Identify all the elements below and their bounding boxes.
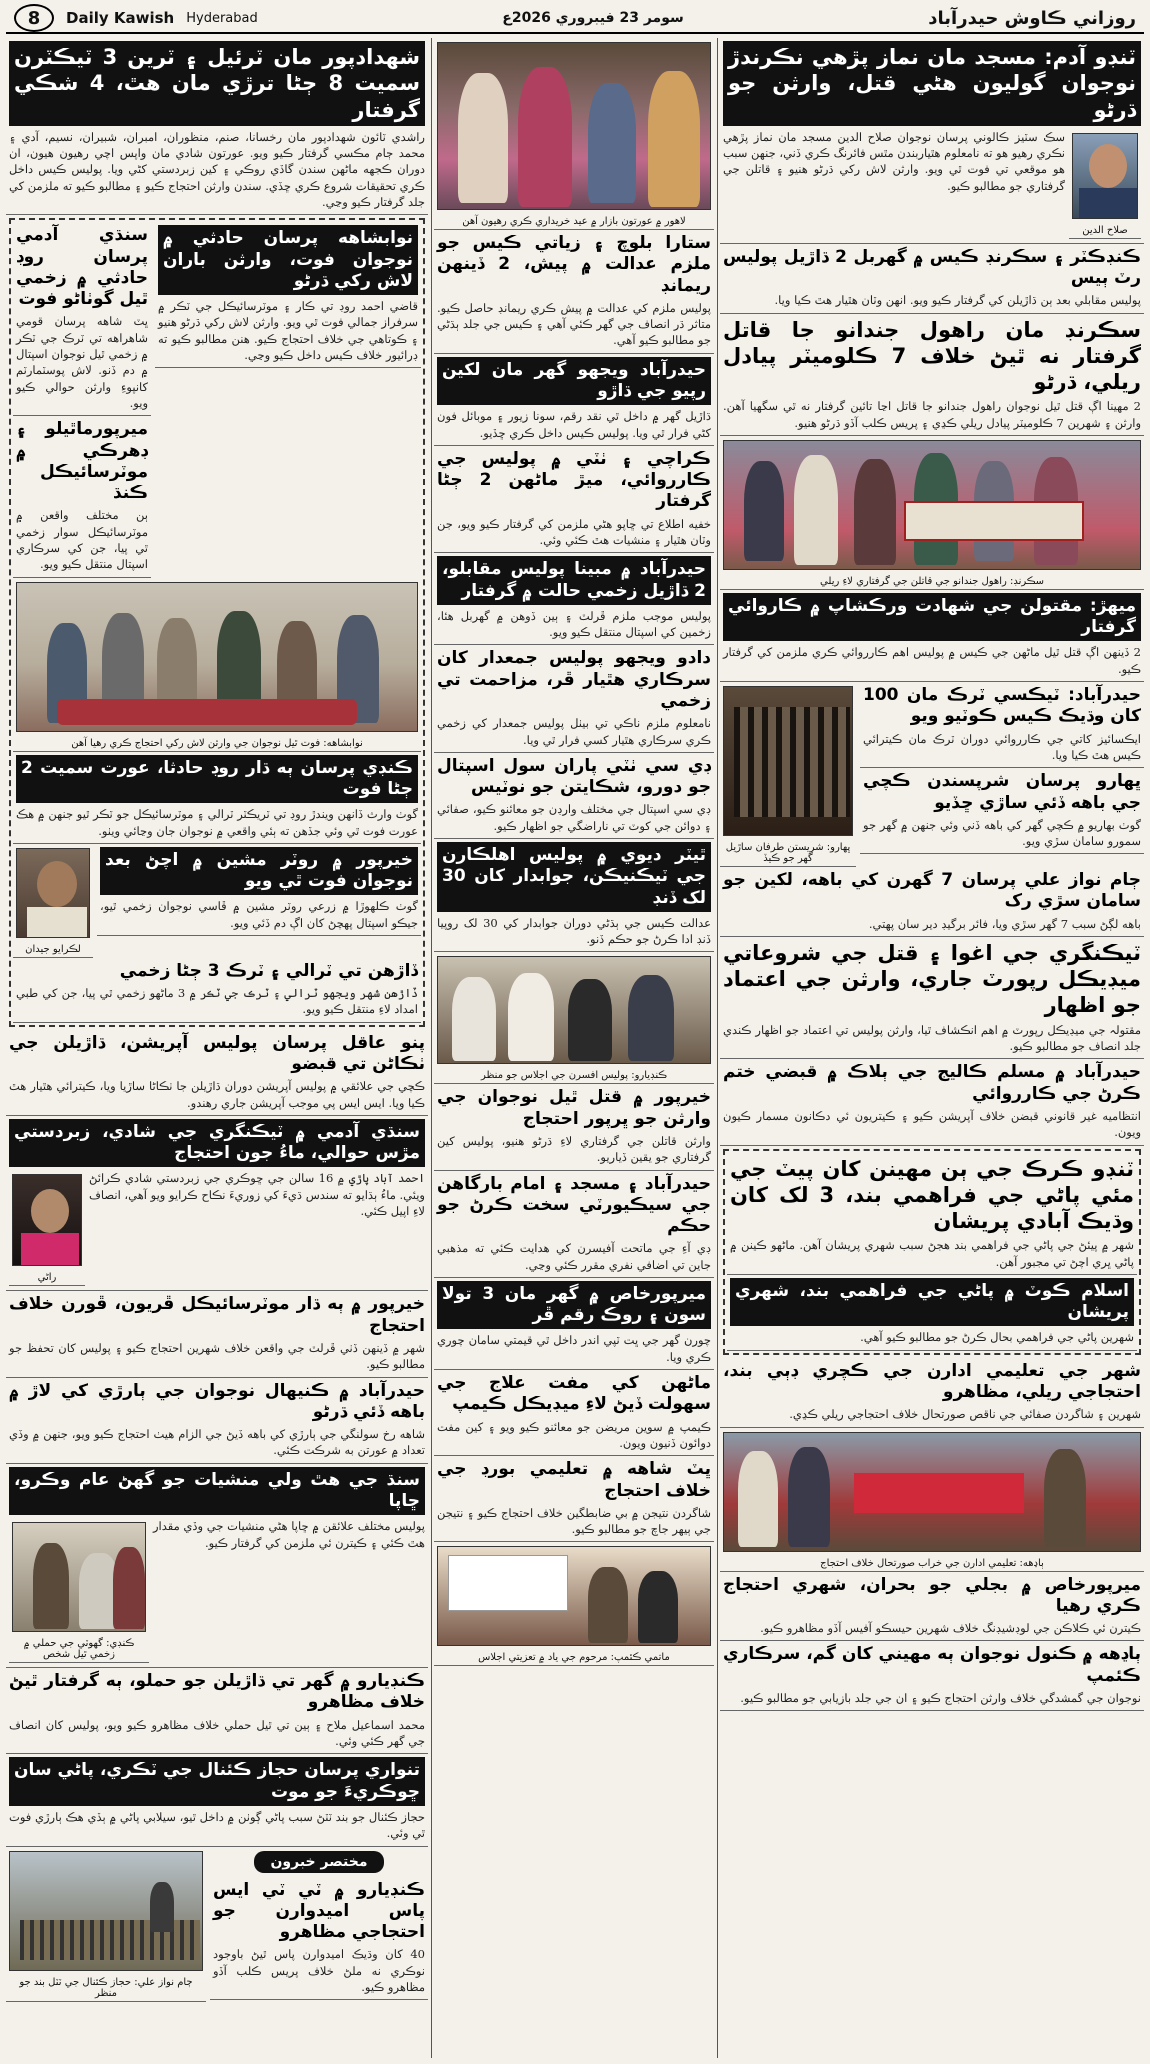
news-story: [6, 38, 428, 215]
story-body: ڪچي جي علائقي ۾ پوليس آپريشن دوران ڌاڙيلن جا ٺڪاڻا ساڙيا ويا، ڪيترائي هٿيار هٿ ڪيا ويا. ايس ايس پي موجب آپريشن جاري رهندو.: [9, 1079, 425, 1110]
headline: ٻاڍهه ۾ ڪنول نوجوان ٻه مهيني کان گم، سرڪاري ڪئمپ: [723, 1644, 1141, 1686]
photo-caption: ڄام نواز علي: حجاز ڪئنال جي ٽٽل بند جو منظر: [6, 1975, 206, 2002]
story-body: حجاز ڪئنال جو بند ٽٽڻ سبب پاڻي ڳوٺن ۾ داخل ٿيو، سيلابي پاڻي ۾ ٻڏي هڪ ٻارڙي فوت ٿي وئي.: [9, 1809, 425, 1841]
headline: ميرپورخاص ۾ گهر مان 3 تولا سون ۽ روڪ رقم ڦر: [437, 1281, 711, 1330]
headline: حيدرآباد ۾ ڪنيهال نوجوان جي ٻارڙي کي لاڙ ۾ باهه ڏئي ڌرڻو: [9, 1380, 425, 1422]
news-story: [13, 752, 421, 844]
news-story: [434, 1370, 714, 1456]
story-body: راشدي ٽائون شهدادپور مان رخسانا، صنم، منظوران، امبران، شبيران، نسيم، آدي ۽ محمد ڄام مڪسي گرفتار ڪيو ويو. عورتون شادي مان واپس اچي رهيون هيون، ان دوران ڪجهه ماڻهن سندن گاڏي روڪي ۽ کين زبردستي کڻي ويا. پوليس ڪيس داخل ڪري تحقيقات شروع ڪري ڇڏي. سندن وارثن احتجاج ڪيو ۽ مطالبو ڪيو ته ملزمن کي جلد گرفتار ڪيو وڃي.: [9, 129, 425, 210]
memorial-photo: [437, 1546, 711, 1646]
story-body: چورن گهر جي ڀت ٽپي اندر داخل ٿي قيمتي سامان چوري ڪري ويا.: [437, 1333, 711, 1364]
column-divider: [717, 38, 718, 2058]
news-story: [13, 222, 151, 416]
headline: شهر جي تعليمي ادارن جي ڪچري ڊٻي بند، احتجاجي ريلي، مظاهرو: [723, 1360, 1141, 1403]
story-body: پوليس مختلف علائقن ۾ ڇاپا هڻي منشيات جي وڏي مقدار هٿ ڪئي ۽ ڪيترن ئي ملزمن کي گرفتار ڪيو.: [153, 1519, 425, 1550]
story-body: سڪ سٽيز ڪالوني پرسان نوجوان صلاح الدين مسجد مان نماز پڙهي نڪري رهيو هو ته نامعلوم هٿياربندن مٿس فائرنگ ڪري ڏني، جنهن سبب هو موقعي تي فوت ٿي ويو. وارثن لاش رکي ڌرڻو هنيو ۽ قاتلن جي گرفتاري جو مطالبو ڪيو.: [723, 129, 1065, 193]
headline: تنواري پرسان حجاز ڪئنال جي ٽڪري، پاڻي سان ڇوڪريءَ جو موت: [9, 1757, 425, 1806]
story-body: احمد آباد پاڙي ۾ 16 سالن جي ڇوڪري جي زبردستي شادي ڪرائڻ ويئي. ماءُ ٻڌايو ته سندس ڌيءَ کي زوريءَ نڪاح ڪرايو ويو آهي، انصاف لاءِ اپيل ڪئي.: [88, 1171, 425, 1219]
headline: ڄام نواز علي پرسان 7 گهرن کي باهه، لکين جو سامان سڙي رک: [723, 870, 1141, 912]
headline: ٽنڊو ڪرڪ جي ٻن مهينن کان پيٽ جي مئي پاڻي جي فراهمي بند، 3 لک کان وڌيڪ آبادي پريشان: [730, 1156, 1135, 1234]
headline: ٿيٽر ديوي ۾ پوليس اهلڪارن جي ٽيڪنيڪن، جوابدار کان 30 لک ڏنڊ: [437, 842, 711, 912]
story-body: ڀٽ شاهه پرسان قومي شاهراهه تي ٽرڪ جي ٽڪر ۾ زخمي ٿيل نوجوان اسپتال ۾ دم ڏنو. لاش پوسٽمارٽم کانپوءِ وارثن حوالي ڪيو ويو.: [16, 314, 148, 411]
headline: ماڻهن کي مفت علاج جي سهولت ڏيڻ لاءِ ميڊيڪل ڪيمپ: [437, 1373, 711, 1415]
news-story: [13, 416, 151, 577]
portrait-photo: [12, 1174, 82, 1266]
portrait-photo: [16, 848, 90, 938]
headline: ٽيڪنگري جي اغوا ۽ قتل جي شروعاتي ميڊيڪل رپورٽ جاري، وارثن جي اعتماد جو اظهار: [723, 940, 1141, 1018]
market-photo: [437, 42, 711, 210]
news-story: [860, 768, 1144, 854]
headline: حيدرآباد ۾ مبينا پوليس مقابلو، 2 ڌاڙيل زخمي حالت ۾ گرفتار: [437, 556, 711, 605]
canal-photo: [9, 1851, 203, 1971]
photo-caption: ٻاڍهه: تعليمي ادارن جي خراب صورتحال خلاف احتجاج: [720, 1556, 1144, 1572]
news-story: [860, 682, 1144, 768]
story-body: پوليس موجب ملزم ڦرلٽ ۽ ٻين ڏوهن ۾ گهربل هئا، زخمين کي اسپتال منتقل ڪيو ويو.: [437, 608, 711, 640]
news-story: [720, 1059, 1144, 1145]
news-story: [13, 958, 421, 1023]
news-story: [434, 553, 714, 645]
boxed-section: [723, 1149, 1141, 1355]
newspaper-title: روزاني ڪاوش حيدرآباد: [928, 7, 1136, 29]
story-body: شهرين ۽ شاگردن صفائي جي ناقص صورتحال خلاف احتجاجي ريلي ڪڍي.: [789, 1407, 1141, 1422]
story-body: شاهه رخ سولنگي جي ٻارڙي کي باهه ڏيڻ جي الزام هيٺ احتجاج ڪيو ويو، جنهن ۾ وڏي تعداد ۾ عورتن به شرڪت ڪئي.: [9, 1427, 425, 1458]
headline: ميرپورخاص ۾ بجلي جو بحران، شهري احتجاج ڪري رهيا: [723, 1574, 1141, 1616]
portrait-photo: [1072, 133, 1138, 219]
protest-photo: [16, 582, 418, 732]
story-body: ڪيترن ئي ڪلاڪن جي لوڊشيڊنگ خلاف شهرين حيسڪو آفيس آڏو مظاهرو ڪيو.: [760, 1621, 1141, 1636]
story-body: عدالت ڪيس جي ٻڌڻي دوران جوابدار کي 30 لک روپيا ڏنڊ ادا ڪرڻ جو حڪم ڏنو.: [437, 915, 711, 947]
story-body: 40 کان وڌيڪ اميدوارن پاس ٿيڻ باوجود نوڪري نه ملڻ خلاف پريس ڪلب آڏو مظاهرو ڪيو.: [213, 1947, 425, 1994]
news-story: [6, 1116, 428, 1292]
headline: ڪنڊي پرسان ٻه ڌار روڊ حادثا، عورت سميت 2 ڄڻا فوت: [16, 755, 418, 804]
story-body: خفيه اطلاع تي ڇاپو هڻي ملزمن کي گرفتار ڪيو ويو، جن وٽان هٿيار ۽ منشيات هٿ ڪئي وئي.: [437, 516, 711, 547]
story-body: نوجوان جي گمشدگي خلاف وارثن احتجاج ڪيو ۽ ان جي جلد بازيابي جو مطالبو ڪيو.: [740, 1690, 1141, 1705]
headline: خيرپور ۾ قتل ٿيل نوجوان جي وارثن جو ڀرپور احتجاج: [437, 1087, 711, 1129]
photo-caption: ڪنڊيارو: پوليس افسرن جي اجلاس جو منظر: [434, 1068, 714, 1084]
story-body: شهرين پاڻي جي فراهمي بحال ڪرڻ جو مطالبو ڪيو آهي.: [860, 1330, 1134, 1345]
headline: ڀٽ شاهه ۾ تعليمي بورڊ جي خلاف احتجاج: [437, 1459, 711, 1501]
headline: پنو عاقل پرسان پوليس آپريشن، ڌاڙيلن جي ٺڪاڻن تي قبضو: [9, 1032, 425, 1074]
rally-photo: [723, 440, 1141, 570]
photo-caption: ڪنڊي: گهوٽي جي حملي ۾ زخمي ٿيل شخص: [9, 1636, 149, 1663]
story-body: ڏاڙهن شهر ويجهو ٽرالي ۽ ٽرڪ جي ٽڪر ۾ 3 ماڻهو زخمي ٿي پيا، جن کي طبي امداد لاءِ منتقل ڪيو ويو.: [16, 986, 418, 1017]
protest-photo: [723, 1432, 1141, 1552]
headline: نوابشاهه پرسان حادثي ۾ نوجوان فوت، وارثن باران لاش رکي ڌرڻو: [158, 225, 418, 295]
headline: ستارا بلوچ ۽ زياتي ڪيس جو ملزم عدالت ۾ پيش، 2 ڏينهن ريمانڊ: [437, 233, 711, 296]
column-middle: [434, 38, 714, 2058]
headline: ڏاڙهن تي ٽرالي ۽ ٽرڪ 3 ڄڻا زخمي: [119, 960, 418, 981]
news-story: [720, 867, 1144, 937]
headline: حيدرآباد ۽ مسجد ۽ امام بارگاهن جي سيڪيورٽي سخت ڪرڻ جو حڪم: [437, 1173, 711, 1237]
story-body: ايڪسائيز کاتي جي ڪارروائي دوران ٽرڪ مان ڪيترائي ڪيس هٿ ڪيا ويا.: [863, 731, 1141, 762]
news-story: [720, 1572, 1144, 1642]
headline: سنڌي آدمي ۾ ٽيڪنگري جي شادي، زبردستي مڙس حوالي، ماءُ جون احتجاج: [9, 1119, 425, 1168]
headline: ٽنڊو آدم: مسجد مان نماز پڙهي نڪرندڙ نوجوان گوليون هڻي قتل، وارثن جو ڌرڻو: [723, 41, 1141, 126]
column-right: [720, 38, 1144, 2058]
headline: حيدرآباد: ٽيڪسي ٽرڪ مان 100 کان وڌيڪ ڪيس ڪوٽيو ويو: [863, 685, 1141, 727]
news-story: [720, 1358, 1144, 1428]
brand-name: Daily Kawish: [66, 9, 175, 27]
story-body: نامعلوم ملزم ناڪي تي بيٺل پوليس جمعدار کي زخمي ڪري سرڪاري هٿيار کسي فرار ٿي ويا.: [437, 716, 711, 747]
news-story: [6, 1754, 428, 1846]
news-photo: [12, 1522, 146, 1632]
photo-caption: ماتمي ڪئمپ: مرحوم جي ياد ۾ تعزيتي اجلاس: [434, 1650, 714, 1666]
news-story: [720, 1641, 1144, 1711]
headline: ميهڙ: مقتولن جي شهادت ورڪشاپ ۾ ڪاروائي گرفتار: [723, 593, 1141, 642]
story-body: ٻن مختلف واقعن ۾ موٽرسائيڪل سوار زخمي ٿي پيا، جن کي سرڪاري اسپتال منتقل ڪيو ويو.: [16, 508, 148, 572]
news-story: [434, 645, 714, 752]
news-story: [727, 1275, 1137, 1351]
headline: حيدرآباد ۾ مسلم ڪاليج جي ٻلاڪ ۾ قبضي ختم ڪرڻ جي ڪارروائي: [723, 1062, 1141, 1104]
news-story: [720, 314, 1144, 436]
news-story: [434, 1171, 714, 1278]
issue-date: سومر 23 فيبروري 2026ع: [502, 10, 684, 26]
photo-caption: سڪرنڊ: راهول جندانو جي قاتلن جي گرفتاري لاءِ ريلي: [720, 574, 1144, 590]
headline: سنڌي آدمي پرسان روڊ حادثي ۾ زخمي ٿيل گوٺاڻو فوت: [16, 225, 148, 310]
story-body: وارثن قاتلن جي گرفتاري لاءِ ڌرڻو هنيو، پوليس کين گرفتاري جو يقين ڏياريو.: [437, 1133, 711, 1165]
headline: ڊي سي ٺٽي پاران سول اسپتال جو دورو، شڪايتن جو نوٽيس: [437, 755, 711, 798]
news-story: [6, 1030, 428, 1116]
story-body: محمد اسماعيل ملاح ۽ ٻين تي ٿيل حملي خلاف مظاهرو ڪيو ويو، پوليس کان انصاف جي گهر ڪئي وئي.: [9, 1717, 425, 1749]
masthead: [6, 4, 1144, 34]
story-body: ڊي آءِ جي ماتحت آفيسرن کي هدايت ڪئي ته مذهبي جاين تي اضافي نفري مقرر ڪئي وڃي.: [437, 1241, 711, 1272]
news-story: [6, 1464, 428, 1669]
headline: خيرپور ۾ ٻه ڌار موٽرسائيڪل ڦريون، ڦورن خلاف احتجاج: [9, 1294, 425, 1336]
story-body: 2 مهينا اڳ قتل ٿيل نوجوان راهول جندانو جا قاتل اڃا تائين گرفتار نه ٿي سگهيا آهن. وارثن ۽ شهرين 7 ڪلوميٽر پيادل ريلي ڪڍي ۽ پريس ڪلب آڏو ڌرڻو هنيو.: [723, 399, 1141, 430]
news-story: [434, 354, 714, 446]
news-story: [6, 1668, 428, 1754]
story-body: گوٺ وارث ڏانهن ويندڙ روڊ تي ٽريڪٽر ٽرالي ۽ موٽرسائيڪل جو ٽڪر ٿيو جنهن ۾ هڪ عورت فوت ٿي وئي جڏهن ته ٻئي واقعي ۾ نوجوان جان وڃائي ويٺو.: [16, 807, 418, 838]
story-body: شهر ۾ پيئڻ جي پاڻي جي فراهمي بند هجڻ سبب شهري پريشان آهن. ماڻهو ڪينن ۾ پاڻي ڀري اچڻ تي مجبور آهن.: [730, 1238, 1134, 1269]
story-body: گوٺ ڪلهوڙا ۾ زرعي روٽر مشين ۾ ڦاسي نوجوان زخمي ٿيو، جيڪو اسپتال پهچڻ کان اڳ دم ڏئي ويو.: [100, 899, 418, 930]
story-body: 2 ڏينهن اڳ قتل ٿيل ماڻهن جي ڪيس ۾ پوليس اهم ڪارروائي ڪري ملزمن کي گرفتار ڪيو.: [723, 645, 1141, 676]
story-body: ڪيمپ ۾ سوين مريضن جو معائنو ڪيو ويو ۽ کين مفت دوائون ڏنيون ويون.: [437, 1419, 711, 1450]
story-body: ڌاڙيل گهر ۾ داخل ٿي نقد رقم، سونا زيور ۽ موبائل فون کڻي فرار ٿي ويا. پوليس ڪيس داخل ڪري ڇڏيو.: [437, 409, 711, 440]
headline: خيرپور ۾ روٽر مشين ۾ اچڻ بعد نوجوان فوت ٿي ويو: [100, 847, 418, 896]
news-story: [97, 844, 421, 936]
news-story: [720, 38, 1144, 244]
news-story: [720, 590, 1144, 682]
masthead-left: [14, 4, 258, 32]
news-story: [434, 1278, 714, 1370]
city-name: Hyderabad: [186, 10, 258, 26]
story-body: گوٺ بهاريو ۾ ڪچي گهر کي باهه ڏني وئي جنهن ۾ گهر جو سمورو سامان سڙي ويو.: [863, 817, 1141, 849]
photo-caption: لاهور ۾ عورتون بازار ۾ عيد خريداري ڪري رهيون آهن: [434, 214, 714, 230]
headline: ڪنڊيارو ۾ ٽي ٽي ايس پاس اميدوارن جو احتجاجي مظاهرو: [213, 1879, 425, 1943]
photo-caption: نوابشاهه: فوت ٿيل نوجوان جي وارثن لاش رکي احتجاج ڪري رهيا آهن: [13, 736, 421, 752]
photo-caption: لڪرايو جيدان: [13, 942, 93, 958]
headline: سڪرنڊ مان راهول جندانو جا قاتل گرفتار نه ٿيڻ خلاف 7 ڪلوميٽر پيادل ريلي، ڌرڻو: [723, 317, 1141, 395]
news-story: [155, 222, 421, 368]
photo-caption: صلاح الدين: [1069, 223, 1141, 239]
news-story: [434, 1456, 714, 1542]
boxed-section: [9, 218, 425, 1026]
headline: ميرپورماٿيلو ۽ ڊهرڪي ۾ موٽرسائيڪل ڪنڌ: [16, 419, 148, 504]
news-story: [720, 937, 1144, 1059]
column-left: [6, 38, 428, 2058]
page-number: 8: [14, 4, 54, 32]
headline: حيدرآباد ويجهو گهر مان لکين رپيو جي ڌاڙو: [437, 357, 711, 406]
photo-caption: راڻي: [9, 1270, 85, 1286]
news-story: [727, 1153, 1137, 1275]
news-story: [434, 753, 714, 839]
news-story: [6, 1291, 428, 1377]
news-story: [434, 446, 714, 553]
story-body: قاضي احمد روڊ تي ڪار ۽ موٽرسائيڪل جي ٽڪر ۾ سرفراز جمالي فوت ٿي ويو. وارثن لاش رکي ڌرڻو هنيو ۽ ڪوتاهي جي خلاف احتجاج ڪيو. هنن مطالبو ڪيو ته ڊرائيور خلاف ڪيس داخل ڪيو وڃي.: [158, 299, 418, 363]
news-story: [210, 1877, 428, 2001]
story-body: مقتولہ جي ميڊيڪل رپورٽ ۾ اهم انڪشاف ٿيا، وارثن پوليس تي اعتماد جو اظهار ڪندي جلد انصاف جو مطالبو ڪيو.: [723, 1022, 1141, 1054]
news-story: [434, 230, 714, 354]
story-body: ڊي سي اسپتال جي مختلف وارڊن جو معائنو ڪيو، صفائي ۽ دوائن جي کوٽ تي ناراضگي جو اظهار ڪيو.: [437, 802, 711, 833]
side-column: [13, 222, 151, 577]
headline: ڪنڊيارو ۾ گهر تي ڌاڙيلن جو حملو، ٻه گرفتار ٿيڻ خلاف مظاهرو: [9, 1671, 425, 1713]
news-story: [434, 839, 714, 952]
story-body: پوليس مقابلي بعد ٻن ڌاڙيلن کي گرفتار ڪيو ويو. انهن وٽان هٿيار هٿ ڪيا ويا.: [774, 293, 1141, 308]
headline: اسلام ڪوٽ ۾ پاڻي جي فراهمي بند، شهري پريشان: [730, 1278, 1134, 1327]
story-body: شاگردن نتيجن ۾ بي ضابطگين خلاف احتجاج ڪيو ۽ نتيجن جي ٻيهر جاچ جو مطالبو ڪيو.: [437, 1505, 711, 1537]
story-body: باهه لڳڻ سبب 7 گهر سڙي ويا، فائر برگيڊ دير سان پهتي.: [868, 916, 1141, 931]
section-banner: مختصر خبرون: [254, 1851, 385, 1873]
meeting-photo: [437, 956, 711, 1064]
headline: دادو ويجهو پوليس جمعدار کان سرڪاري هٿيار ڦر، مزاحمت تي زخمي: [437, 648, 711, 711]
headline: ڀهارو پرسان شرپسندن ڪچي جي باهه ڏئي ساڙي ڇڏيو: [863, 771, 1141, 813]
main-column: [155, 222, 421, 577]
news-story: [720, 244, 1144, 314]
column-divider: [431, 38, 432, 2058]
headline: شهدادپور مان ٽرئيل ۽ ٽرين 3 ٽيڪٽرن سميت 8 ڄڻا ترڙي مان هٿ، 4 شڪي گرفتار: [9, 41, 425, 126]
story-body: پوليس ملزم کي عدالت ۾ پيش ڪري ريمانڊ حاصل ڪيو. متاثر ڌر انصاف جي گهر ڪئي آهي ۽ ڪيس جي جلد ٻڌڻي جو مطالبو ڪيو آهي.: [437, 300, 711, 348]
headline: ڪنڊڪٽر ۽ سڪرنڊ ڪيس ۾ گهربل 2 ڌاڙيل پوليس رٽ ٻيس: [723, 246, 1141, 288]
story-body: انتظاميه غير قانوني قبضن خلاف آپريشن ڪيو ۽ ڪيتريون ئي دڪانون مسمار ڪيون ويون.: [723, 1108, 1141, 1140]
news-story: [6, 1378, 428, 1464]
story-body: شهر ۾ ڏينهن ڏٺي ڦرلٽ جي واقعن خلاف شهرين احتجاج ڪيو ۽ پوليس کان تحفظ جو مطالبو ڪيو.: [9, 1340, 425, 1372]
fire-damage-photo: [723, 686, 853, 836]
headline: سنڌ جي هٿ ولي منشيات جو گهڻ عام وڪرو، ڇاپا: [9, 1467, 425, 1516]
headline: ڪراچي ۽ ٺٽي ۾ پوليس جي ڪارروائي، ميڙ ماڻهن 2 ڄڻا گرفتار: [437, 448, 711, 512]
news-story: [434, 1084, 714, 1170]
photo-caption: ڀهارو: شريستن طرفان ساڙيل گهر جو ڪيڏ: [720, 840, 856, 867]
